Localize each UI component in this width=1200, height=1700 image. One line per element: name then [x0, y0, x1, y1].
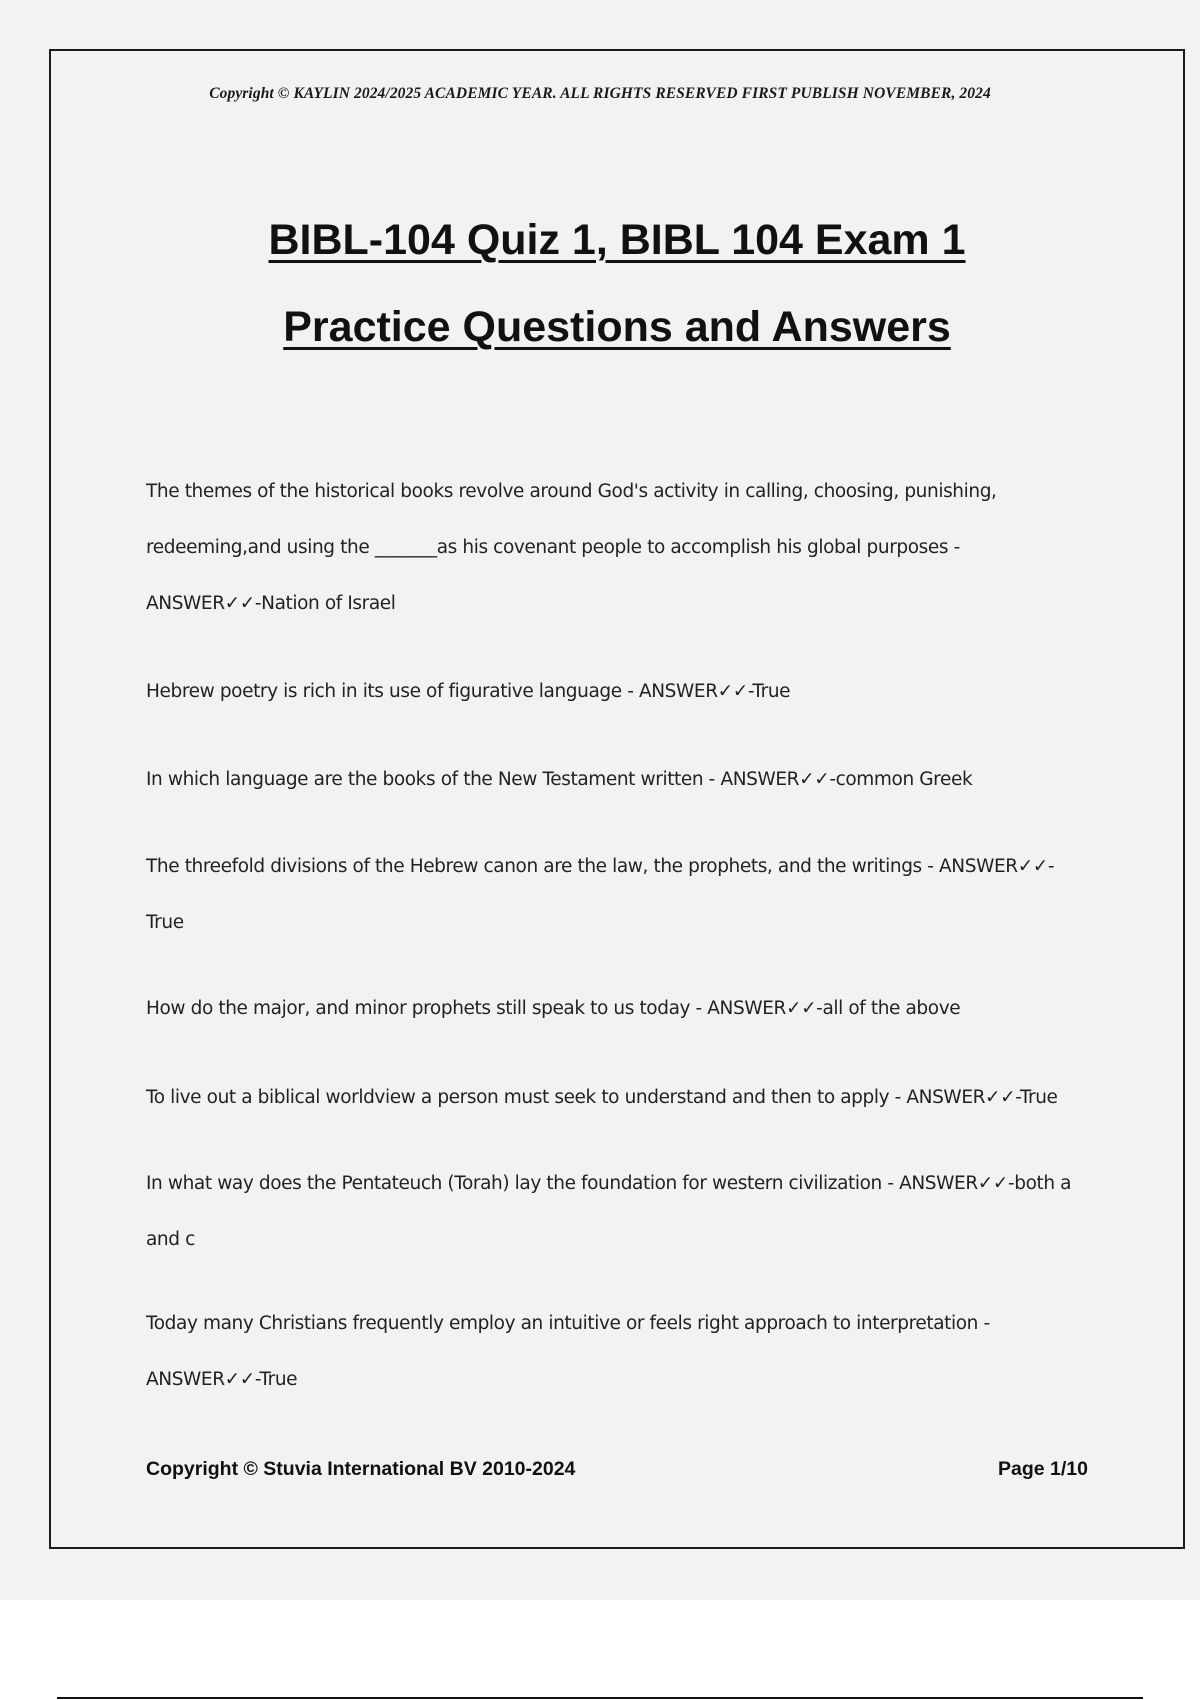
qa-line: How do the major, and minor prophets still speak to us today - ANSWER✓✓-all of the above: [146, 998, 961, 1019]
qa-line: ANSWER✓✓-Nation of Israel: [146, 593, 396, 614]
qa-line: The themes of the historical books revolve around God's activity in calling, choosing, punishing,: [146, 481, 997, 502]
qa-line: and c: [146, 1229, 195, 1250]
qa-item: [146, 1156, 1106, 1268]
document-title-line-2: Practice Questions and Answers: [283, 303, 951, 351]
page-divider: [57, 1697, 1143, 1699]
qa-item: [146, 981, 1106, 1037]
qa-line: True: [146, 912, 184, 933]
qa-line: redeeming,and using the _______as his covenant people to accomplish his global purposes -: [146, 537, 960, 558]
qa-line: ANSWER✓✓-True: [146, 1369, 298, 1390]
document-title-line-1: BIBL-104 Quiz 1, BIBL 104 Exam 1: [268, 216, 966, 264]
qa-item: [146, 1296, 1106, 1408]
page-number: Page 1/10: [998, 1458, 1088, 1480]
qa-item: [146, 1070, 1106, 1126]
qa-item: [146, 752, 1106, 808]
qa-line: In which language are the books of the New Testament written - ANSWER✓✓-common Greek: [146, 769, 973, 790]
qa-line: Today many Christians frequently employ an intuitive or feels right approach to interpretation -: [146, 1313, 990, 1334]
qa-line: The threefold divisions of the Hebrew canon are the law, the prophets, and the writings - ANSWER✓✓-: [146, 856, 1055, 877]
header-copyright: Copyright © KAYLIN 2024/2025 ACADEMIC YEAR. ALL RIGHTS RESERVED FIRST PUBLISH NOVEMBER, 2024: [209, 85, 991, 102]
qa-item: [146, 664, 1106, 720]
qa-line: In what way does the Pentateuch (Torah) lay the foundation for western civilization - ANSWER✓✓-both a: [146, 1173, 1072, 1194]
qa-line: To live out a biblical worldview a person must seek to understand and then to apply - ANSWER✓✓-True: [146, 1087, 1058, 1108]
footer-copyright: Copyright © Stuvia International BV 2010-2024: [146, 1458, 576, 1480]
qa-item: [146, 839, 1106, 951]
qa-item: [146, 464, 1106, 632]
qa-line: Hebrew poetry is rich in its use of figurative language - ANSWER✓✓-True: [146, 681, 791, 702]
